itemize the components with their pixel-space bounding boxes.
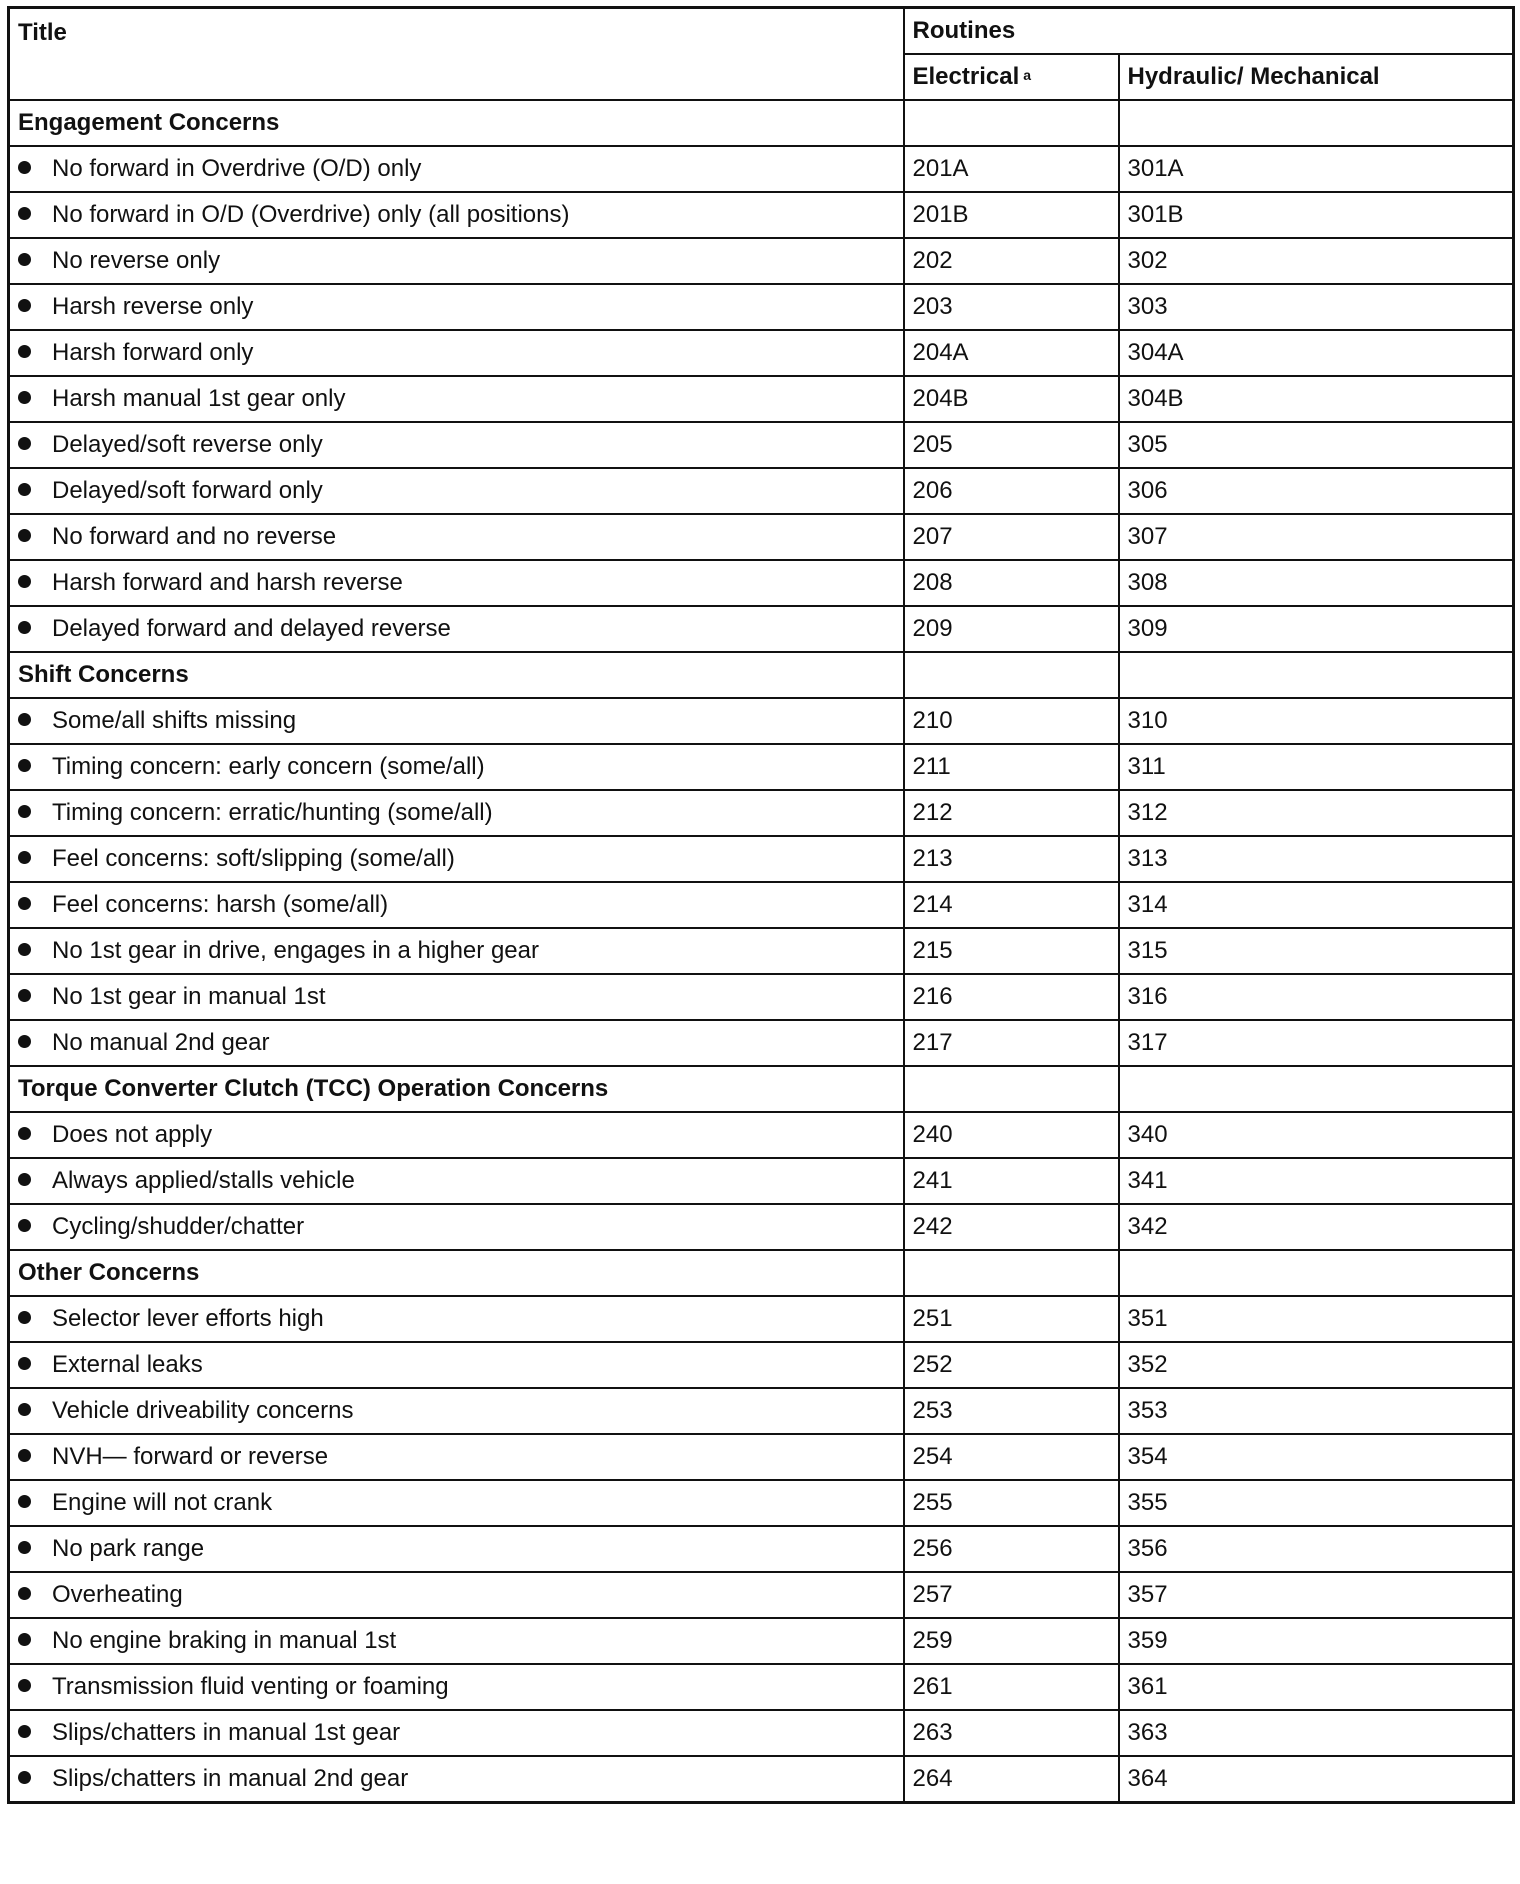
- concern-title: Slips/chatters in manual 2nd gear: [52, 1765, 409, 1792]
- hydraulic-routine: 305: [1119, 422, 1514, 468]
- hydraulic-routine: 314: [1119, 882, 1514, 928]
- table-row: [9, 1756, 1514, 1803]
- bullet-icon: [18, 805, 31, 818]
- empty-cell: [1119, 100, 1514, 146]
- section-title: Other Concerns: [9, 1250, 904, 1296]
- concern-cell: [9, 1572, 904, 1618]
- concern-cell: [9, 1664, 904, 1710]
- hydraulic-routine: 356: [1119, 1526, 1514, 1572]
- concern-title: No forward in O/D (Overdrive) only (all positions): [52, 201, 570, 228]
- table-row: [9, 1342, 1514, 1388]
- routines-table: [7, 6, 1515, 1804]
- concern-title: NVH— forward or reverse: [52, 1443, 329, 1470]
- concern-title: Feel concerns: soft/slipping (some/all): [52, 845, 455, 872]
- section-title: Torque Converter Clutch (TCC) Operation Concerns: [9, 1066, 904, 1112]
- bullet-icon: [18, 1127, 31, 1140]
- bullet-icon: [18, 713, 31, 726]
- electrical-routine: 253: [904, 1388, 1119, 1434]
- electrical-routine: 201A: [904, 146, 1119, 192]
- concern-title: No 1st gear in manual 1st: [52, 983, 326, 1010]
- hydraulic-routine: 353: [1119, 1388, 1514, 1434]
- concern-title: Delayed forward and delayed reverse: [52, 615, 451, 642]
- electrical-routine: 256: [904, 1526, 1119, 1572]
- hydraulic-routine: 307: [1119, 514, 1514, 560]
- concern-title: No reverse only: [52, 247, 221, 274]
- hydraulic-routine: 304A: [1119, 330, 1514, 376]
- hydraulic-routine: 316: [1119, 974, 1514, 1020]
- hydraulic-routine: 303: [1119, 284, 1514, 330]
- electrical-routine: 204B: [904, 376, 1119, 422]
- concern-cell: [9, 284, 904, 330]
- hydraulic-routine: 351: [1119, 1296, 1514, 1342]
- section-title: Shift Concerns: [9, 652, 904, 698]
- electrical-routine: 206: [904, 468, 1119, 514]
- hydraulic-column-header: Hydraulic/ Mechanical: [1119, 54, 1514, 100]
- table-row: [9, 1710, 1514, 1756]
- hydraulic-routine: 342: [1119, 1204, 1514, 1250]
- table-row: [9, 790, 1514, 836]
- empty-cell: [1119, 1066, 1514, 1112]
- hydraulic-routine: 352: [1119, 1342, 1514, 1388]
- bullet-icon: [18, 1035, 31, 1048]
- section-row: [9, 1250, 1514, 1296]
- title-column-header: Title: [9, 8, 904, 101]
- electrical-routine: 217: [904, 1020, 1119, 1066]
- table-row: [9, 928, 1514, 974]
- table-row: [9, 1296, 1514, 1342]
- concern-title: No forward in Overdrive (O/D) only: [52, 155, 422, 182]
- concern-cell: [9, 836, 904, 882]
- table-row: [9, 422, 1514, 468]
- concern-title: Transmission fluid venting or foaming: [52, 1673, 449, 1700]
- concern-title: No manual 2nd gear: [52, 1029, 270, 1056]
- bullet-icon: [18, 989, 31, 1002]
- bullet-icon: [18, 1679, 31, 1692]
- concern-cell: [9, 790, 904, 836]
- table-row: [9, 192, 1514, 238]
- concern-cell: [9, 1756, 904, 1803]
- concern-title: Vehicle driveability concerns: [52, 1397, 354, 1424]
- hydraulic-routine: 304B: [1119, 376, 1514, 422]
- bullet-icon: [18, 1403, 31, 1416]
- electrical-routine: 203: [904, 284, 1119, 330]
- concern-title: External leaks: [52, 1351, 203, 1378]
- concern-title: Overheating: [52, 1581, 183, 1608]
- table-row: [9, 974, 1514, 1020]
- concern-cell: [9, 192, 904, 238]
- hydraulic-routine: 363: [1119, 1710, 1514, 1756]
- bullet-icon: [18, 1219, 31, 1232]
- bullet-icon: [18, 1495, 31, 1508]
- bullet-icon: [18, 1725, 31, 1738]
- concern-title: Engine will not crank: [52, 1489, 273, 1516]
- hydraulic-routine: 302: [1119, 238, 1514, 284]
- concern-title: Some/all shifts missing: [52, 707, 297, 734]
- table-row: [9, 376, 1514, 422]
- routines-column-header: Routines: [904, 8, 1514, 55]
- table-row: [9, 1572, 1514, 1618]
- bullet-icon: [18, 621, 31, 634]
- table-row: [9, 606, 1514, 652]
- concern-cell: [9, 1204, 904, 1250]
- bullet-icon: [18, 437, 31, 450]
- concern-title: Timing concern: erratic/hunting (some/all): [52, 799, 493, 826]
- concern-cell: [9, 1526, 904, 1572]
- concern-title: Harsh manual 1st gear only: [52, 385, 346, 412]
- table-body: [9, 100, 1514, 1803]
- concern-title: Harsh reverse only: [52, 293, 254, 320]
- section-row: [9, 100, 1514, 146]
- hydraulic-routine: 340: [1119, 1112, 1514, 1158]
- electrical-column-header: [904, 54, 1119, 100]
- concern-cell: [9, 882, 904, 928]
- concern-cell: [9, 1710, 904, 1756]
- electrical-routine: 255: [904, 1480, 1119, 1526]
- concern-cell: [9, 1618, 904, 1664]
- table-row: [9, 330, 1514, 376]
- bullet-icon: [18, 483, 31, 496]
- concern-title: No park range: [52, 1535, 205, 1562]
- concern-title: Slips/chatters in manual 1st gear: [52, 1719, 401, 1746]
- electrical-routine: 202: [904, 238, 1119, 284]
- electrical-routine: 241: [904, 1158, 1119, 1204]
- electrical-routine: 252: [904, 1342, 1119, 1388]
- table-row: [9, 1480, 1514, 1526]
- table-row: [9, 238, 1514, 284]
- hydraulic-routine: 361: [1119, 1664, 1514, 1710]
- hydraulic-routine: 310: [1119, 698, 1514, 744]
- empty-cell: [1119, 652, 1514, 698]
- table-row: [9, 1664, 1514, 1710]
- table-row: [9, 1526, 1514, 1572]
- table-row: [9, 1020, 1514, 1066]
- electrical-routine: 240: [904, 1112, 1119, 1158]
- electrical-routine: 204A: [904, 330, 1119, 376]
- electrical-routine: 207: [904, 514, 1119, 560]
- concern-title: Delayed/soft forward only: [52, 477, 323, 504]
- table-row: [9, 1158, 1514, 1204]
- bullet-icon: [18, 851, 31, 864]
- concern-title: Always applied/stalls vehicle: [52, 1167, 355, 1194]
- electrical-routine: 213: [904, 836, 1119, 882]
- concern-title: Cycling/shudder/chatter: [52, 1213, 305, 1240]
- hydraulic-routine: 317: [1119, 1020, 1514, 1066]
- concern-cell: [9, 146, 904, 192]
- electrical-routine: 214: [904, 882, 1119, 928]
- electrical-routine: 216: [904, 974, 1119, 1020]
- concern-cell: [9, 1112, 904, 1158]
- bullet-icon: [18, 1449, 31, 1462]
- empty-cell: [904, 1066, 1119, 1112]
- electrical-routine: 257: [904, 1572, 1119, 1618]
- empty-cell: [904, 652, 1119, 698]
- bullet-icon: [18, 345, 31, 358]
- concern-cell: [9, 1158, 904, 1204]
- concern-cell: [9, 560, 904, 606]
- electrical-routine: 264: [904, 1756, 1119, 1803]
- hydraulic-routine: 309: [1119, 606, 1514, 652]
- empty-cell: [1119, 1250, 1514, 1296]
- bullet-icon: [18, 529, 31, 542]
- electrical-header-label: Electrical: [912, 63, 1020, 90]
- hydraulic-routine: 301B: [1119, 192, 1514, 238]
- bullet-icon: [18, 1633, 31, 1646]
- concern-cell: [9, 1480, 904, 1526]
- table-row: [9, 1434, 1514, 1480]
- concern-cell: [9, 698, 904, 744]
- concern-title: Does not apply: [52, 1121, 213, 1148]
- concern-cell: [9, 974, 904, 1020]
- bullet-icon: [18, 1541, 31, 1554]
- concern-cell: [9, 514, 904, 560]
- concern-cell: [9, 1388, 904, 1434]
- bullet-icon: [18, 253, 31, 266]
- hydraulic-routine: 311: [1119, 744, 1514, 790]
- concern-title: Harsh forward and harsh reverse: [52, 569, 403, 596]
- hydraulic-routine: 301A: [1119, 146, 1514, 192]
- hydraulic-routine: 354: [1119, 1434, 1514, 1480]
- bullet-icon: [18, 1771, 31, 1784]
- table-row: [9, 560, 1514, 606]
- concern-title: Selector lever efforts high: [52, 1305, 324, 1332]
- header-row-1: [9, 8, 1514, 55]
- electrical-routine: 261: [904, 1664, 1119, 1710]
- bullet-icon: [18, 1587, 31, 1600]
- concern-cell: [9, 330, 904, 376]
- concern-cell: [9, 1342, 904, 1388]
- concern-cell: [9, 744, 904, 790]
- table-row: [9, 146, 1514, 192]
- electrical-routine: 205: [904, 422, 1119, 468]
- bullet-icon: [18, 943, 31, 956]
- electrical-routine: 259: [904, 1618, 1119, 1664]
- section-title: Engagement Concerns: [9, 100, 904, 146]
- concern-cell: [9, 238, 904, 284]
- table-row: [9, 468, 1514, 514]
- concern-cell: [9, 928, 904, 974]
- electrical-routine: 210: [904, 698, 1119, 744]
- table-row: [9, 1388, 1514, 1434]
- concern-cell: [9, 1434, 904, 1480]
- bullet-icon: [18, 1311, 31, 1324]
- concern-title: No 1st gear in drive, engages in a higher gear: [52, 937, 539, 964]
- table-row: [9, 1112, 1514, 1158]
- table-row: [9, 882, 1514, 928]
- bullet-icon: [18, 161, 31, 174]
- table-row: [9, 284, 1514, 330]
- hydraulic-routine: 357: [1119, 1572, 1514, 1618]
- empty-cell: [904, 100, 1119, 146]
- concern-cell: [9, 376, 904, 422]
- electrical-routine: 209: [904, 606, 1119, 652]
- hydraulic-routine: 359: [1119, 1618, 1514, 1664]
- electrical-routine: 211: [904, 744, 1119, 790]
- concern-cell: [9, 1296, 904, 1342]
- table-row: [9, 836, 1514, 882]
- hydraulic-routine: 308: [1119, 560, 1514, 606]
- electrical-routine: 212: [904, 790, 1119, 836]
- bullet-icon: [18, 1357, 31, 1370]
- empty-cell: [904, 1250, 1119, 1296]
- concern-cell: [9, 1020, 904, 1066]
- hydraulic-routine: 341: [1119, 1158, 1514, 1204]
- electrical-routine: 208: [904, 560, 1119, 606]
- bullet-icon: [18, 207, 31, 220]
- table-row: [9, 514, 1514, 560]
- concern-title: Feel concerns: harsh (some/all): [52, 891, 389, 918]
- section-row: [9, 652, 1514, 698]
- bullet-icon: [18, 391, 31, 404]
- electrical-routine: 263: [904, 1710, 1119, 1756]
- electrical-routine: 251: [904, 1296, 1119, 1342]
- electrical-footnote-mark: a: [1023, 67, 1032, 83]
- electrical-routine: 201B: [904, 192, 1119, 238]
- concern-cell: [9, 422, 904, 468]
- concern-cell: [9, 468, 904, 514]
- table-row: [9, 1618, 1514, 1664]
- concern-title: Timing concern: early concern (some/all): [52, 753, 485, 780]
- bullet-icon: [18, 575, 31, 588]
- hydraulic-routine: 312: [1119, 790, 1514, 836]
- hydraulic-routine: 313: [1119, 836, 1514, 882]
- bullet-icon: [18, 1173, 31, 1186]
- concern-title: Harsh forward only: [52, 339, 254, 366]
- concern-title: No forward and no reverse: [52, 523, 337, 550]
- bullet-icon: [18, 299, 31, 312]
- concern-title: Delayed/soft reverse only: [52, 431, 323, 458]
- hydraulic-routine: 364: [1119, 1756, 1514, 1803]
- table-row: [9, 698, 1514, 744]
- electrical-routine: 254: [904, 1434, 1119, 1480]
- section-row: [9, 1066, 1514, 1112]
- concern-title: No engine braking in manual 1st: [52, 1627, 397, 1654]
- table-row: [9, 1204, 1514, 1250]
- bullet-icon: [18, 897, 31, 910]
- bullet-icon: [18, 759, 31, 772]
- electrical-routine: 215: [904, 928, 1119, 974]
- concern-cell: [9, 606, 904, 652]
- hydraulic-routine: 315: [1119, 928, 1514, 974]
- hydraulic-routine: 355: [1119, 1480, 1514, 1526]
- hydraulic-routine: 306: [1119, 468, 1514, 514]
- electrical-routine: 242: [904, 1204, 1119, 1250]
- table-row: [9, 744, 1514, 790]
